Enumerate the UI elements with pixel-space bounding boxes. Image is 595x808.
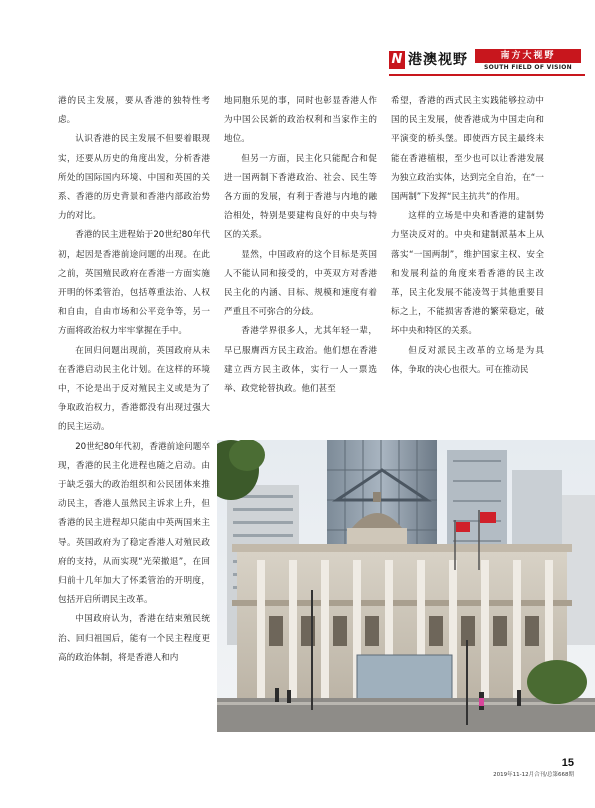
article-paragraph: 这样的立场是中央和香港的建制势力坚决反对的。中央和建制派基本上从落实“一国两制”，维护国家主权、安全和发展利益的角度来看香港的民主改革，民主化发展不能凌驾于其他重要目标之上，不能损害香港的繁荣稳定，破坏中央和特区的关系。 [391, 211, 544, 337]
article-paragraph: 认识香港的民主发展不但要着眼现实，还要从历史的角度出发，分析香港所处的国际国内环境、中国和英国的关系、香港的历史背景和香港内部政治势力的对比。 [58, 134, 210, 222]
article-paragraph: 希望，香港的西式民主实践能够拉动中国的民主发展，使香港成为中国走向和平演变的桥头堡。即使西方民主最终未能在香港植根，至少也可以让香港发展为独立政治实体，达到完全自治，在“一国两制”下发挥“民主抗共”的作用。 [391, 96, 544, 203]
photo-illustration [217, 440, 595, 732]
text-column-3 [391, 92, 544, 380]
header-divider [389, 74, 585, 76]
issue-info: 2019年11-12月合刊/总第668期 [493, 772, 574, 778]
article-paragraph: 显然，中国政府的这个目标是英国人不能认同和接受的，中英双方对香港民主化的内涵、目标、规模和速度有着严重且不可弥合的分歧。 [224, 249, 377, 318]
article-paragraph: 20世纪80年代初，香港前途问题卒现，香港的民主化进程也随之启动。由于缺乏强大的政治组织和公民团体来推动民主，香港人虽然民主诉求上升，但香港的民主进程却只能由中英两国来主导。英国政府为了稳定香港人对殖民政府的支持，从而实现“光荣撤退”，在回归前十几年加大了怀柔管治的开明度，包括开启所谓民主改革。 [58, 441, 210, 606]
article-paragraph: 港的民主发展，要从香港的独特性考虑。 [58, 96, 210, 126]
section-title: 港澳视野 [408, 52, 468, 68]
section-logo-icon: N [389, 51, 405, 69]
article-paragraph: 在回归问题出现前，英国政府从未在香港启动民主化计划。在这样的环境中，不论是出于反对殖民主义或是为了争取政治权力，香港都没有出现过强大的民主运动。 [58, 345, 210, 433]
brand-subtitle: SOUTH FIELD OF VISION [484, 64, 572, 71]
legco-building-photo [217, 440, 595, 732]
article-paragraph: 地同胞乐见的事，同时也彰显香港人作为中国公民新的政治权利和当家作主的地位。 [224, 96, 377, 145]
article-paragraph: 香港学界很多人，尤其年轻一辈，早已服膺西方民主政治。他们想在香港建立西方民主政体，实行一人一票选举、政党轮替执政。他们甚至 [224, 326, 377, 395]
text-column-1 [58, 92, 210, 668]
article-paragraph: 香港的民主进程始于20世纪80年代初，起因是香港前途问题的出现。在此之前，英国殖民政府在香港一方面实施开明的怀柔管治，包括尊重法治、人权和自由，自由市场和公平竞争等，另一方面将政治权力牢牢掌握在手中。 [58, 230, 210, 337]
brand-name: 南方大视野 [475, 49, 581, 63]
article-paragraph: 中国政府认为，香港在结束殖民统治、回归祖国后，能有一个民主程度更高的政治体制，将是香港人和内 [58, 614, 210, 663]
article-paragraph: 但反对派民主改革的立场是为具体，争取的决心也很大。可在推动民 [391, 345, 544, 375]
page-number: 15 [561, 757, 574, 769]
magazine-header [389, 47, 584, 77]
text-column-2 [224, 92, 377, 399]
article-paragraph: 但另一方面，民主化只能配合和促进一国两制下香港政治、社会、民生等各方面的发展，有利于香港与内地的融洽相处，特别是要建构良好的中央与特区的关系。 [224, 153, 377, 241]
